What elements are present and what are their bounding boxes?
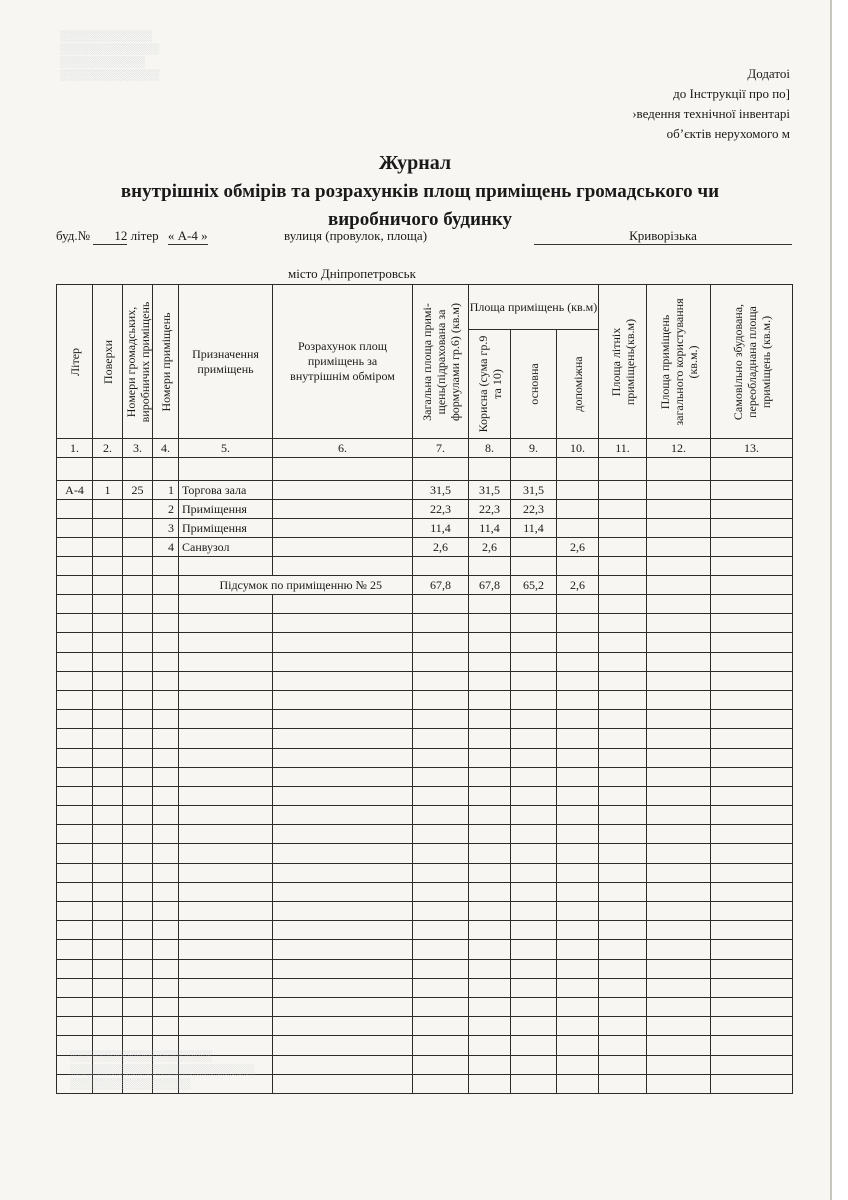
column-number: 2. bbox=[93, 439, 123, 458]
journal-subtitle bbox=[40, 178, 800, 234]
cell-liter bbox=[57, 519, 93, 538]
cell-useful: 31,5 bbox=[469, 481, 511, 500]
liter-label: літер bbox=[130, 228, 159, 243]
cell-useful: 22,3 bbox=[469, 500, 511, 519]
column-number: 1. bbox=[57, 439, 93, 458]
table-row bbox=[57, 481, 793, 500]
header-purpose: Призначення приміщень bbox=[179, 285, 273, 439]
cell-public-room bbox=[123, 538, 153, 557]
journal-subtitle-line-1: внутрішніх обмірів та розрахунків площ приміщень громадського чи bbox=[120, 181, 720, 202]
cell-total: 11,4 bbox=[413, 519, 469, 538]
cell-floor bbox=[93, 519, 123, 538]
subtotal-total: 67,8 bbox=[413, 576, 469, 595]
cell-room: 4 bbox=[153, 538, 179, 557]
header-public-rooms: Номери громадських, виробничих приміщень bbox=[123, 285, 153, 439]
column-number: 3. bbox=[123, 439, 153, 458]
table-row-empty bbox=[57, 729, 793, 748]
column-number: 9. bbox=[511, 439, 557, 458]
table-header-row bbox=[57, 285, 793, 330]
cell-main: 11,4 bbox=[511, 519, 557, 538]
table-row-empty bbox=[57, 767, 793, 786]
subtotal-label: Підсумок по приміщенню № 25 bbox=[179, 576, 413, 595]
table-row-empty bbox=[57, 997, 793, 1016]
table-row bbox=[57, 519, 793, 538]
table-row-empty bbox=[57, 1017, 793, 1036]
street-value: Криворізька bbox=[534, 228, 792, 245]
cell-calc bbox=[273, 481, 413, 500]
appendix-line-1: Додатоі bbox=[747, 66, 790, 81]
subtotal-main: 65,2 bbox=[511, 576, 557, 595]
column-number-row bbox=[57, 439, 793, 458]
table-row-empty bbox=[57, 748, 793, 767]
header-room-numbers: Номери приміщень bbox=[153, 285, 179, 439]
subtotal-useful: 67,8 bbox=[469, 576, 511, 595]
table-row-empty bbox=[57, 710, 793, 729]
subtotal-aux: 2,6 bbox=[557, 576, 599, 595]
table-row-empty bbox=[57, 614, 793, 633]
header-liter: Літер bbox=[57, 285, 93, 439]
header-common-area: Площа приміщень загального користування (кв.м.) bbox=[647, 285, 711, 439]
cell-floor bbox=[93, 538, 123, 557]
journal-title: Журнал bbox=[378, 152, 452, 174]
cell-floor bbox=[93, 500, 123, 519]
header-summer-area: Площа літніх приміщень(кв.м) bbox=[599, 285, 647, 439]
city-name: місто Дніпропетровськ bbox=[288, 266, 416, 281]
column-number: 11. bbox=[599, 439, 647, 458]
header-floors: Поверхи bbox=[93, 285, 123, 439]
table-row-empty bbox=[57, 633, 793, 652]
cell-calc bbox=[273, 519, 413, 538]
cell-floor: 1 bbox=[93, 481, 123, 500]
header-area-group: Площа приміщень (кв.м) bbox=[469, 285, 599, 330]
column-number: 10. bbox=[557, 439, 599, 458]
table-row-empty bbox=[57, 825, 793, 844]
appendix-line-3: ›ведення технічної інвентарі bbox=[632, 106, 790, 121]
cell-liter bbox=[57, 500, 93, 519]
cell-liter bbox=[57, 538, 93, 557]
cell-purpose: Приміщення bbox=[179, 519, 273, 538]
bleed-through-text: ░░░░░░░░░░░░░ ░░░░░░░░░░░░░░ ░░░░░░░░░░░░ ░░░░░░░░░░░░░░ bbox=[60, 31, 160, 81]
cell-aux: 2,6 bbox=[557, 538, 599, 557]
table-row-empty bbox=[57, 902, 793, 921]
table-row-empty bbox=[57, 652, 793, 671]
cell-purpose: Торгова зала bbox=[179, 481, 273, 500]
cell-useful: 2,6 bbox=[469, 538, 511, 557]
cell-total: 2,6 bbox=[413, 538, 469, 557]
cell-public-room bbox=[123, 500, 153, 519]
table-row-empty bbox=[57, 882, 793, 901]
table-row-empty bbox=[57, 863, 793, 882]
journal-subtitle-line-2: виробничого будинку bbox=[327, 209, 513, 230]
column-number: 12. bbox=[647, 439, 711, 458]
cell-public-room: 25 bbox=[123, 481, 153, 500]
cell-room: 1 bbox=[153, 481, 179, 500]
cell-room: 2 bbox=[153, 500, 179, 519]
table-row bbox=[57, 557, 793, 576]
header-main-area: основна bbox=[511, 330, 557, 439]
cell-calc bbox=[273, 538, 413, 557]
header-useful-area: Корисна (сума гр.9 та 10) bbox=[469, 330, 511, 439]
bleed-through-text: ░░░░░░░░░░░░░░░░░░░░ ░░░░░░░░░░░░░░░░░░░░░░░░░░ ░░░░░░░░░░░░░░░░░ bbox=[70, 1051, 255, 1090]
table-row-empty bbox=[57, 959, 793, 978]
table-row-empty bbox=[57, 595, 793, 614]
cell-aux bbox=[557, 500, 599, 519]
header-calculation: Розрахунок площ приміщень за внутрішнім обміром bbox=[273, 285, 413, 439]
cell-calc bbox=[273, 500, 413, 519]
column-number: 8. bbox=[469, 439, 511, 458]
table-row-empty bbox=[57, 786, 793, 805]
cell-main bbox=[511, 538, 557, 557]
cell-main: 31,5 bbox=[511, 481, 557, 500]
liter-value: « А-4 » bbox=[167, 228, 208, 243]
street-label: вулиця (провулок, площа) bbox=[284, 228, 428, 243]
appendix-note bbox=[632, 64, 790, 144]
cell-purpose: Приміщення bbox=[179, 500, 273, 519]
table-row-empty bbox=[57, 940, 793, 959]
column-number: 5. bbox=[179, 439, 273, 458]
table-row-empty bbox=[57, 978, 793, 997]
cell-purpose: Санвузол bbox=[179, 538, 273, 557]
cell-liter: А-4 bbox=[57, 481, 93, 500]
table-row-empty bbox=[57, 921, 793, 940]
table-row-empty bbox=[57, 690, 793, 709]
bud-label: буд.№ bbox=[56, 228, 91, 243]
cell-total: 22,3 bbox=[413, 500, 469, 519]
table-row-empty bbox=[57, 806, 793, 825]
building-info bbox=[56, 228, 208, 245]
cell-useful: 11,4 bbox=[469, 519, 511, 538]
cell-total: 31,5 bbox=[413, 481, 469, 500]
header-total-area: Загальна площа примі-щень(підрахована за формулами гр.6) (кв.м) bbox=[413, 285, 469, 439]
cell-aux bbox=[557, 481, 599, 500]
table-row-empty bbox=[57, 844, 793, 863]
table-row bbox=[57, 538, 793, 557]
cell-public-room bbox=[123, 519, 153, 538]
header-aux-area: допоміжна bbox=[557, 330, 599, 439]
cell-room: 3 bbox=[153, 519, 179, 538]
cell-main: 22,3 bbox=[511, 500, 557, 519]
measurement-table bbox=[56, 284, 793, 1094]
column-number: 6. bbox=[273, 439, 413, 458]
table-spacer-row bbox=[57, 458, 793, 481]
column-number: 7. bbox=[413, 439, 469, 458]
table-row bbox=[57, 500, 793, 519]
header-unauthorized-area: Самовільно збудована, переобладнана площа приміщень (кв.м.) bbox=[711, 285, 793, 439]
appendix-line-4: об’єктів нерухомого м bbox=[666, 126, 790, 141]
cell-aux bbox=[557, 519, 599, 538]
appendix-line-2: до Інструкції про по] bbox=[673, 86, 790, 101]
bud-number: 12 bbox=[93, 228, 127, 245]
table-row-empty bbox=[57, 671, 793, 690]
subtotal-row bbox=[57, 576, 793, 595]
column-number: 4. bbox=[153, 439, 179, 458]
column-number: 13. bbox=[711, 439, 793, 458]
